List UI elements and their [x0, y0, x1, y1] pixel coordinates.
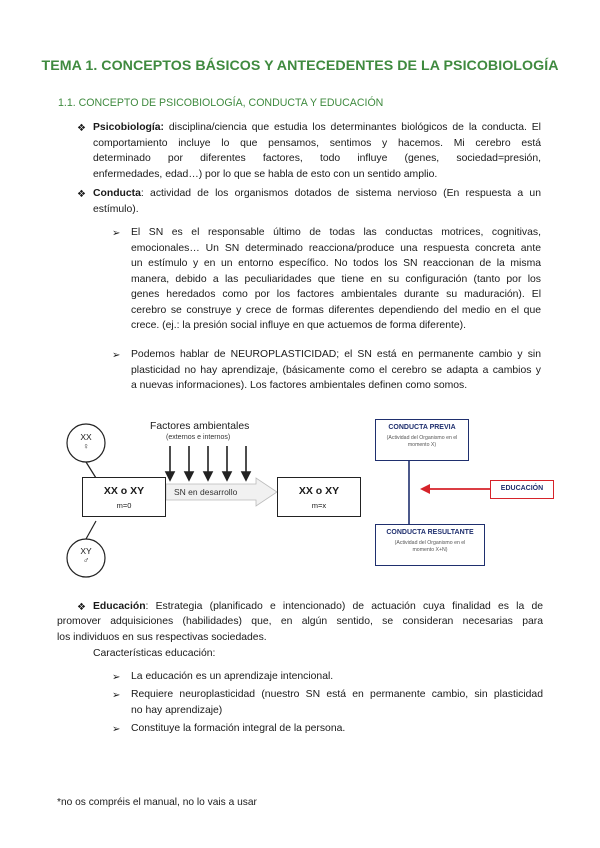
conducta-resultante-box: CONDUCTA RESULTANTE (Actividad del Organismo en el momento X+N): [375, 524, 485, 566]
neuro-line: a nuevas informaciones). Los factores ambientales definen como somos.: [131, 380, 468, 391]
box-mx: XX o XY m=x: [277, 477, 361, 517]
box-m0: XX o XY m=0: [82, 477, 166, 517]
psico-line-4: enfermedades, edad…) por lo que se habla de esto con un sentido amplio.: [93, 168, 438, 180]
page-title: TEMA 1. CONCEPTOS BÁSICOS Y ANTECEDENTES DE LA PSICOBIOLOGÍA: [41, 58, 559, 74]
educ-line-2: promover adquisiciones (habilidades) que, en algún sentido, se consideran necesarias para: [57, 616, 543, 627]
psico-line-2: comportamiento incluye lo que pensamos, sentimos y hacemos. Mi cerebro está: [93, 137, 541, 149]
xx-label: XX ♀: [74, 433, 98, 451]
sn-desarrollo-label: SN en desarrollo: [174, 487, 238, 497]
educacion-paragraph-cont: [57, 614, 543, 645]
sn-line: genes heredados como por los factores ambientales durante su maduración). El: [131, 289, 541, 300]
conducta-term: Conducta: [93, 188, 141, 199]
educ-item: La educación es un aprendizaje intencional.: [131, 671, 334, 682]
educ-line-1: : Estrategia (planificado e intencionado) de actuación cuya finalidad es la de: [145, 601, 543, 612]
psicobiologia-term: Psicobiología:: [93, 122, 165, 133]
arrow-bullet-icon: ➢: [112, 350, 121, 361]
educ-item: Requiere neuroplasticidad (nuestro SN está en permanente cambio, sin plasticidad no hay aprendizaje): [131, 689, 543, 716]
sn-line: cerebro se construye y crece de formas diferentes dependiendo del medio en el que: [131, 304, 541, 316]
conducta-line-1: : actividad de los organismos dotados de sistema nervioso (En respuesta a un: [140, 188, 541, 199]
sn-line: emocionales… Un SN determinado reacciona/produce una respuesta concreta ante: [131, 242, 541, 254]
male-icon: ♂: [82, 555, 90, 565]
environment-arrows: [166, 446, 250, 480]
sn-line: un estímulo y en un entorno específico. No todos los SN reaccionan de la misma: [131, 258, 541, 269]
conducta-line-2: estímulo).: [93, 203, 139, 215]
educacion-box: EDUCACIÓN: [490, 480, 554, 499]
xy-label: XY ♂: [74, 547, 98, 565]
female-icon: ♀: [82, 441, 90, 451]
arrow-bullet-icon: ➢: [112, 228, 121, 239]
arrow-bullet-icon: ➢: [112, 690, 121, 701]
neuro-line: Podemos hablar de NEUROPLASTICIDAD; el SN está en permanente cambio y sin: [131, 349, 541, 360]
educ-line-3: los individuos en sus respectivas sociedades.: [57, 631, 267, 643]
educacion-term: Educación: [93, 601, 146, 612]
arrow-bullet-icon: ➢: [112, 724, 121, 735]
factores-label: Factores ambientales: [150, 421, 250, 432]
neuro-line: plasticidad no hay aprendizaje, (básicamente como el cerebro se adapta a cambios y: [131, 364, 541, 376]
section-heading: 1.1. CONCEPTO DE PSICOBIOLOGÍA, CONDUCTA Y EDUCACIÓN: [58, 97, 384, 109]
educ-item: Constituye la formación integral de la persona.: [131, 723, 346, 734]
factores-sublabel: (externos e internos): [166, 434, 231, 441]
footer-note: *no os compréis el manual, no lo vais a usar: [57, 797, 257, 808]
sn-line: El SN es el responsable último de todas las conductas motrices, cognitivas,: [131, 227, 541, 238]
diamond-bullet-icon: ❖: [77, 189, 86, 200]
psico-line-1: disciplina/ciencia que estudia los determinantes biológicos de la conducta. El: [168, 122, 541, 133]
diamond-bullet-icon: ❖: [77, 123, 86, 134]
caracteristicas-label: Características educación:: [93, 648, 216, 659]
arrow-bullet-icon: ➢: [112, 672, 121, 683]
conducta-previa-box: CONDUCTA PREVIA (Actividad del Organismo en el momento X): [375, 419, 469, 461]
sn-line: manera, debido a las peculiaridades que tiene en su configuración (tanto por los: [131, 273, 541, 285]
educacion-paragraph: [93, 599, 543, 615]
sn-line: crece. (ej.: la presión social influye en que actuemos de forma diferente).: [131, 320, 466, 331]
diamond-bullet-icon: ❖: [77, 602, 86, 613]
psico-line-3: determinado por diferentes factores, todo influye (genes, sociedad=presión,: [93, 153, 541, 164]
